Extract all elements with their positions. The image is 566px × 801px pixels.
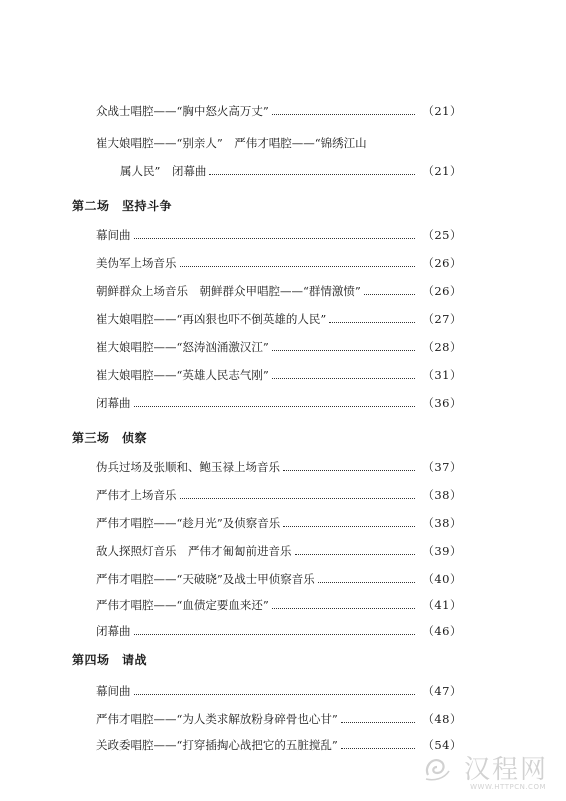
dot-leader [295,553,416,555]
toc-entry-page: （48） [422,712,462,726]
toc-entry-title: 严伟才上场音乐 [96,488,177,502]
toc-entry-page: （21） [422,104,462,118]
toc-entry-page: （46） [422,624,462,638]
toc-entry-page: （28） [422,340,462,354]
dot-leader [283,525,415,527]
toc-entry-title: 幕间曲 [96,684,131,698]
toc-entry[interactable] [96,622,462,640]
toc-entry-title: 崔大娘唱腔——“英雄人民志气刚” [96,368,269,382]
toc-entry-page: （38） [422,516,462,530]
dot-leader [283,469,415,471]
toc-entry-title: 敌人探照灯音乐 严伟才匍匐前进音乐 [96,544,292,558]
toc-entry-title: 关政委唱腔——“打穿插掏心战把它的五脏搅乱” [96,738,338,752]
toc-entry-title: 众战士唱腔——“胸中怒火高万丈” [96,104,269,118]
toc-entry-title: 严伟才唱腔——“趁月光”及侦察音乐 [96,516,281,530]
toc-entry-continuation[interactable] [120,162,462,180]
toc-entry[interactable] [96,394,462,412]
dot-leader [364,293,415,295]
toc-entry-page: （27） [422,312,462,326]
toc-entry[interactable] [96,458,462,476]
toc-entry-page: （39） [422,544,462,558]
toc-entry[interactable] [96,486,462,504]
toc-entry-page: （31） [422,368,462,382]
dot-leader [318,581,415,583]
dot-leader [329,321,415,323]
toc-entry-title: 崔大娘唱腔——“别亲人” 严伟才唱腔——“锦绣江山 [96,136,367,150]
watermark-text-en: WWW.HTTPCN.COM [470,783,546,791]
toc-entry[interactable] [96,310,462,328]
toc-entry-page: （26） [422,256,462,270]
dot-leader [180,265,416,267]
dot-leader [134,237,416,239]
section-heading: 第四场 请战 [72,652,148,667]
toc-entry[interactable] [96,134,462,152]
watermark-text-cn: 汉程网 [463,755,548,785]
toc-entry-title: 严伟才唱腔——“为人类求解放粉身碎骨也心甘” [96,712,338,726]
dot-leader [209,173,415,175]
toc-entry[interactable] [96,366,462,384]
dot-leader [272,377,415,379]
toc-entry-title: 朝鲜群众上场音乐 朝鲜群众甲唱腔——“群情激愤” [96,284,361,298]
toc-entry-title: 属人民” 闭幕曲 [120,164,207,178]
toc-entry-page: （37） [422,460,462,474]
toc-entry[interactable] [96,736,462,754]
dot-leader [272,349,415,351]
toc-entry-title: 严伟才唱腔——“血债定要血来还” [96,598,269,612]
section-heading: 第三场 侦察 [72,430,148,445]
toc-entry[interactable] [96,254,462,272]
toc-entry[interactable] [96,338,462,356]
toc-entry-page: （41） [422,598,462,612]
toc-entry-title: 崔大娘唱腔——“再凶狠也吓不倒英雄的人民” [96,312,327,326]
toc-entry-title: 美伪军上场音乐 [96,256,177,270]
toc-entry-page: （21） [422,164,462,178]
toc-entry-title: 伪兵过场及张顺和、鲍玉禄上场音乐 [96,460,280,474]
toc-entry[interactable] [96,570,462,588]
toc-entry[interactable] [96,514,462,532]
toc-entry[interactable] [96,226,462,244]
dot-leader [272,607,415,609]
toc-entry-page: （54） [422,738,462,752]
toc-entry-title: 严伟才唱腔——“天破晓”及战士甲侦察音乐 [96,572,315,586]
toc-entry-title: 闭幕曲 [96,396,131,410]
dot-leader [134,693,416,695]
toc-entry[interactable] [96,282,462,300]
watermark-logo [422,749,552,791]
dot-leader [341,747,415,749]
toc-entry-page: （40） [422,572,462,586]
dot-leader [180,497,416,499]
toc-entry-title: 崔大娘唱腔——“怒涛汹涌激汉江” [96,340,269,354]
dot-leader [134,405,416,407]
dot-leader [341,721,415,723]
toc-entry[interactable] [96,596,462,614]
toc-entry-title: 幕间曲 [96,228,131,242]
toc-entry[interactable] [96,710,462,728]
toc-entry[interactable] [96,102,462,120]
toc-entry-title: 闭幕曲 [96,624,131,638]
toc-entry-page: （25） [422,228,462,242]
toc-entry[interactable] [96,542,462,560]
toc-entry-page: （47） [422,684,462,698]
toc-entry-page: （36） [422,396,462,410]
dot-leader [134,633,416,635]
section-heading: 第二场 坚持斗争 [72,198,173,213]
swirl-logo-icon [422,753,452,783]
toc-entry-page: （38） [422,488,462,502]
toc-entry[interactable] [96,682,462,700]
dot-leader [272,113,415,115]
toc-entry-page: （26） [422,284,462,298]
